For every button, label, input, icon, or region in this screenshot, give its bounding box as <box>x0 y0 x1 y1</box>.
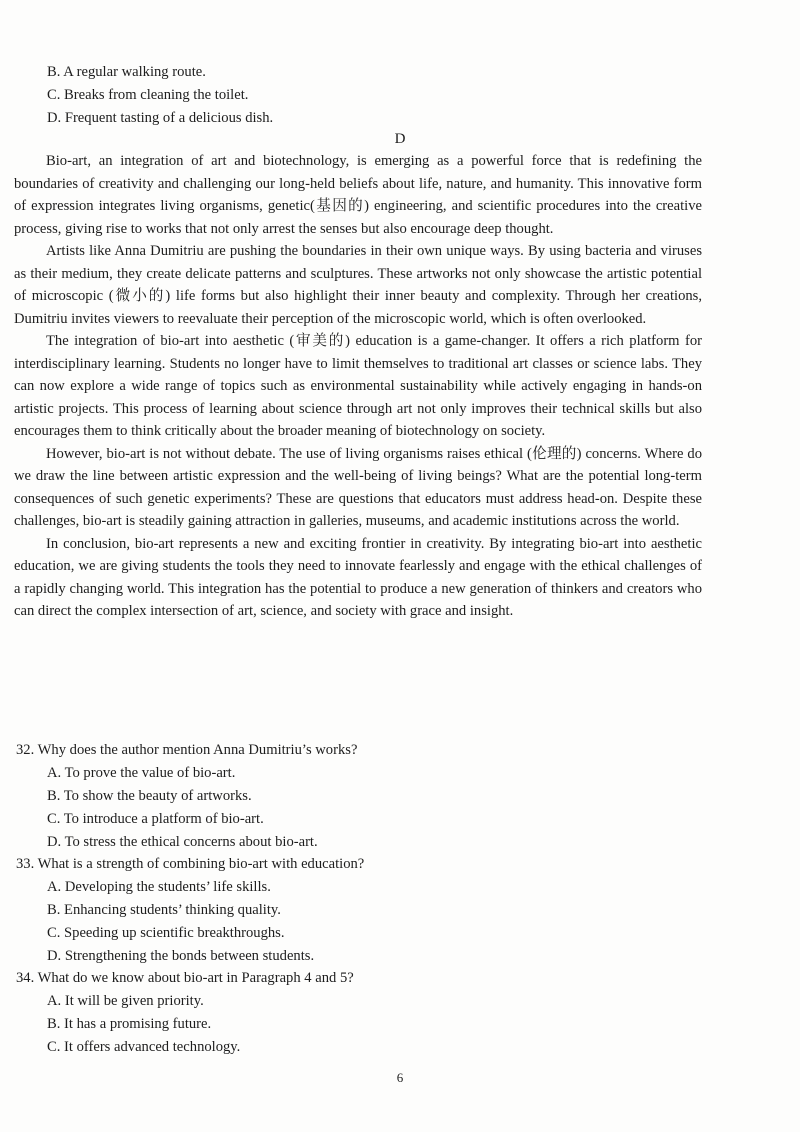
question-33-option-d: D. Strengthening the bonds between students. <box>47 948 315 964</box>
passage-paragraph-5: In conclusion, bio-art represents a new and exciting frontier in creativity. By integrating bio-art into aesthetic education, we are giving students the tools they need to innovate fearlessly and engage with the ethical challenges of a rapidly changing world. This integration has the potential to produce a new generation of thinkers and creators who can direct the complex intersection of art, science, and society with grace and insight. <box>14 535 702 619</box>
page-number: 6 <box>396 1070 404 1085</box>
question-32-option-b: B. To show the beauty of artworks. <box>47 788 252 804</box>
question-32-option-a: A. To prove the value of bio-art. <box>47 765 236 781</box>
question-34-option-b: B. It has a promising future. <box>47 1016 212 1032</box>
question-32-option-c: C. To introduce a platform of bio-art. <box>47 811 264 827</box>
question-34-stem: 34. What do we know about bio-art in Paragraph 4 and 5? <box>16 970 354 986</box>
question-32-option-d: D. To stress the ethical concerns about bio-art. <box>47 834 318 850</box>
prev-option-c: C. Breaks from cleaning the toilet. <box>47 87 249 103</box>
passage-paragraph-1: Bio-art, an integration of art and biotechnology, is emerging as a powerful force that is redefining the boundaries of creativity and challenging our long-held beliefs about life, nature, and humanity. This innovative form of expression integrates living organisms, genetic(基因的) engineering, and scientific procedures into the creative process, giving rise to works that not only arrest the senses but also encourage deep thought. <box>14 153 702 237</box>
passage-paragraph-3: The integration of bio-art into aesthetic (审美的) education is a game-changer. It offers a rich platform for interdisciplinary learning. Students no longer have to limit themselves to traditional art classes or science labs. They can now explore a wide range of topics such as environmental sustainability while actively engaging in hands-on artistic projects. This process of learning about science through art not only improves their technical skills but also encourages them to think critically about the broader meaning of biotechnology on society. <box>14 333 702 439</box>
passage-paragraph-4: However, bio-art is not without debate. The use of living organisms raises ethical (伦理的) concerns. Where do we draw the line between artistic expression and the well-being of living beings? What are the potential long-term consequences of such genetic experiments? These are questions that educators must address head-on. Despite these challenges, bio-art is steadily gaining attraction in galleries, museums, and academic institutions across the world. <box>14 445 702 529</box>
question-33-option-b: B. Enhancing students’ thinking quality. <box>47 902 281 918</box>
question-34-option-c: C. It offers advanced technology. <box>47 1039 241 1055</box>
passage <box>14 150 702 623</box>
question-33-stem: 33. What is a strength of combining bio-art with education? <box>16 856 365 872</box>
section-label: D <box>394 131 406 147</box>
question-33-option-c: C. Speeding up scientific breakthroughs. <box>47 925 285 941</box>
question-32-stem: 32. Why does the author mention Anna Dumitriu’s works? <box>16 742 358 758</box>
prev-option-d: D. Frequent tasting of a delicious dish. <box>47 110 274 126</box>
question-33-option-a: A. Developing the students’ life skills. <box>47 879 271 895</box>
question-34-option-a: A. It will be given priority. <box>47 993 204 1009</box>
prev-option-b: B. A regular walking route. <box>47 64 206 80</box>
passage-paragraph-2: Artists like Anna Dumitriu are pushing the boundaries in their own unique ways. By using bacteria and viruses as their medium, they create delicate patterns and sculptures. These artworks not only showcase the artistic potential of microscopic (微小的) life forms but also highlight their inner beauty and complexity. Through her creations, Dumitriu invites viewers to reevaluate their perception of the microscopic world, which is often overlooked. <box>14 243 702 327</box>
